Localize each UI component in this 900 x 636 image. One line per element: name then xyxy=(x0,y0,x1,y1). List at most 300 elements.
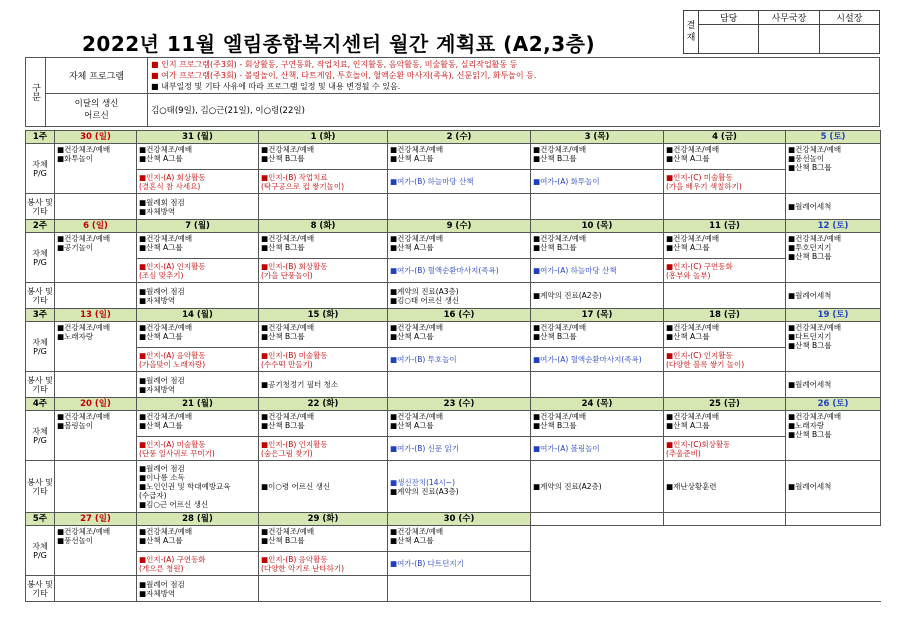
approval-sign-manager[interactable] xyxy=(759,25,819,54)
week-header-row xyxy=(26,309,881,322)
week-header-row xyxy=(26,513,881,526)
day-header: 7 (월) xyxy=(137,220,259,233)
approval-box xyxy=(683,10,880,54)
program-item: ■건강체조/예배 xyxy=(57,234,111,243)
day-header: 3 (목) xyxy=(531,131,664,144)
program-item: ■건강체조/예배 xyxy=(57,145,111,154)
service-row-label: 봉사 및 기타 xyxy=(26,576,55,602)
program-cell[interactable] xyxy=(55,526,137,576)
program-item: ■건강체조/예배 xyxy=(261,234,315,243)
service-row xyxy=(26,194,881,220)
program-item: ■노래자랑 xyxy=(57,332,94,341)
service-item: ■월례어세척 xyxy=(788,291,832,300)
legend-line-leisure: ■ 여가 프로그램(주3회) - 볼링놀이, 산책, 다트게임, 투호놀이, 혈액순환 마사지(족욕), 신문읽기, 화투놀이 등. xyxy=(151,71,537,80)
program-cell[interactable] xyxy=(531,322,664,348)
program-detail-cell[interactable] xyxy=(664,259,786,283)
legend-table xyxy=(25,57,880,127)
program-detail-cell[interactable] xyxy=(259,437,388,461)
day-header: 5 (토) xyxy=(786,131,881,144)
service-item: ■월례어 점검 xyxy=(139,286,185,296)
program-detail-item: ■인지-(A) 회상활동 xyxy=(139,172,206,182)
program-item: ■건강체조/예배 xyxy=(139,412,193,421)
day-header: 2 (수) xyxy=(388,131,531,144)
program-cell[interactable] xyxy=(664,144,786,170)
program-detail-item: ■여가-(A) 볼링놀이 xyxy=(533,444,600,453)
program-item: ■건강체조/예배 xyxy=(666,323,720,332)
program-item: ■건강체조/예배 xyxy=(788,145,842,154)
program-item: ■공기놀이 xyxy=(57,243,94,252)
program-row xyxy=(26,411,881,437)
program-cell[interactable] xyxy=(259,144,388,170)
program-detail-cell[interactable] xyxy=(137,170,259,194)
program-cell[interactable] xyxy=(388,526,531,552)
program-cell[interactable] xyxy=(55,144,137,194)
program-detail-item: ■여가-(B) 신문 읽기 xyxy=(390,444,460,453)
day-header: 24 (목) xyxy=(531,398,664,411)
service-item: ■자체방역 xyxy=(139,384,176,394)
service-item: ■자체방역 xyxy=(139,588,176,598)
program-item: ■산책 B그룹 xyxy=(533,154,577,163)
program-item: ■풍선놀이 xyxy=(57,536,94,545)
day-header: 19 (토) xyxy=(786,309,881,322)
service-item: ■이나룡 소독 xyxy=(139,473,185,482)
program-detail-item: (가을 단풍놀이) xyxy=(261,270,313,280)
program-detail-item: (게으른 청원) xyxy=(139,563,184,573)
approval-sign-staff[interactable] xyxy=(699,25,759,54)
service-row xyxy=(26,283,881,309)
program-item: ■산책 A그룹 xyxy=(390,332,434,341)
program-detail-cell[interactable] xyxy=(388,437,531,461)
week-label: 1주 xyxy=(26,131,55,144)
day-header: 28 (월) xyxy=(137,513,259,526)
program-detail-item: ■인지-(C) 인지활동 xyxy=(666,350,733,360)
week-label: 2주 xyxy=(26,220,55,233)
program-detail-item: ■여가-(B) 혈액순환마사지(족욕) xyxy=(390,266,499,275)
service-cell[interactable] xyxy=(55,283,137,309)
legend-line-cognitive: ■ 인지 프로그램(주3회) - 회상활동, 구연동화, 작업치료, 인지활동, 음악활동, 미술활동, 실리작업활동 등 xyxy=(151,60,518,69)
day-header: 10 (목) xyxy=(531,220,664,233)
program-row-label: 자체 P/G xyxy=(26,322,55,372)
program-item: ■산책 A그룹 xyxy=(139,421,183,430)
program-item: ■산책 B그룹 xyxy=(261,421,305,430)
program-item: ■산책 B그룹 xyxy=(788,163,832,172)
empty-day-header xyxy=(664,513,786,526)
day-header: 27 (일) xyxy=(55,513,137,526)
empty-day-header xyxy=(786,513,881,526)
day-header: 9 (수) xyxy=(388,220,531,233)
program-detail-cell[interactable] xyxy=(388,552,531,576)
program-detail-item: ■인지-(A) 음악활동 xyxy=(139,350,206,360)
day-header: 4 (금) xyxy=(664,131,786,144)
program-detail-item: ■여가-(B) 하늘마당 산책 xyxy=(390,177,474,186)
service-row xyxy=(26,461,881,513)
week-label: 3주 xyxy=(26,309,55,322)
program-cell[interactable] xyxy=(388,233,531,259)
program-item: ■산책 B그룹 xyxy=(261,154,305,163)
program-item: ■건강체조/예배 xyxy=(390,145,444,154)
program-item: ■건강체조/예배 xyxy=(57,412,111,421)
day-header: 1 (화) xyxy=(259,131,388,144)
service-cell[interactable] xyxy=(259,372,388,398)
day-header: 21 (월) xyxy=(137,398,259,411)
program-detail-row xyxy=(26,259,881,283)
service-item: ■월례어 점검 xyxy=(139,375,185,385)
program-cell[interactable] xyxy=(664,233,786,259)
program-detail-item: (결혼식 참 사세요) xyxy=(139,181,201,191)
program-detail-item: (추울준비) xyxy=(666,448,701,458)
service-cell[interactable] xyxy=(388,576,531,602)
legend-line-notice: ■ 내부일정 및 기타 사유에 따라 프로그램 일정 및 내용 변경될 수 있음. xyxy=(151,82,401,91)
empty-day-cell xyxy=(531,526,881,602)
service-item: ■월례어 점검 xyxy=(139,579,185,589)
service-item: ■생신잔치(14시~) xyxy=(390,477,455,487)
program-cell[interactable] xyxy=(137,144,259,170)
day-header: 29 (화) xyxy=(259,513,388,526)
program-detail-item: ■여가-(A) 혈액순환마사지(족욕) xyxy=(533,355,642,364)
service-item: ■공기청정기 필터 청소 xyxy=(261,380,339,389)
program-detail-item: ■인지-(C)회상활동 xyxy=(666,439,731,449)
program-item: ■노래자랑 xyxy=(788,421,825,430)
service-cell[interactable] xyxy=(55,461,137,513)
program-row xyxy=(26,526,881,552)
program-cell[interactable] xyxy=(137,322,259,348)
program-detail-item: ■여가-(A) 화투놀이 xyxy=(533,177,600,186)
service-item: ■월례어세척 xyxy=(788,380,832,389)
program-detail-cell[interactable] xyxy=(664,437,786,461)
program-item: ■건강체조/예배 xyxy=(666,412,720,421)
day-header: 16 (수) xyxy=(388,309,531,322)
program-detail-item: ■인지-(A) 미술활동 xyxy=(139,439,206,449)
program-cell[interactable] xyxy=(786,322,881,372)
legend-program-desc xyxy=(148,58,880,94)
service-cell[interactable] xyxy=(137,194,259,220)
program-item: ■산책 A그룹 xyxy=(139,154,183,163)
program-cell[interactable] xyxy=(259,322,388,348)
program-cell[interactable] xyxy=(786,411,881,461)
service-cell[interactable] xyxy=(388,194,531,220)
day-header: 20 (일) xyxy=(55,398,137,411)
program-item: ■건강체조/예배 xyxy=(390,234,444,243)
program-item: ■건강체조/예배 xyxy=(533,323,587,332)
service-cell[interactable] xyxy=(55,372,137,398)
program-row-label: 자체 P/G xyxy=(26,526,55,576)
program-detail-item: ■인지-(A) 인지활동 xyxy=(139,261,206,271)
program-detail-item: ■인지-(B) 미술활동 xyxy=(261,350,328,360)
program-item: ■산책 A그룹 xyxy=(666,332,710,341)
service-cell[interactable] xyxy=(531,461,664,513)
program-item: ■건강체조/예배 xyxy=(390,412,444,421)
program-detail-cell[interactable] xyxy=(259,552,388,576)
service-item: ■계약의 진료(A2층) xyxy=(533,482,602,491)
program-item: ■산책 B그룹 xyxy=(261,536,305,545)
program-cell[interactable] xyxy=(388,411,531,437)
service-cell[interactable] xyxy=(259,194,388,220)
service-cell[interactable] xyxy=(664,461,786,513)
program-item: ■건강체조/예배 xyxy=(139,323,193,332)
calendar-table xyxy=(25,130,881,602)
program-cell[interactable] xyxy=(259,233,388,259)
program-item: ■산책 A그룹 xyxy=(390,243,434,252)
program-item: ■건강체조/예배 xyxy=(666,145,720,154)
day-header: 8 (화) xyxy=(259,220,388,233)
program-item: ■산책 B그룹 xyxy=(261,243,305,252)
program-cell[interactable] xyxy=(55,322,137,372)
program-cell[interactable] xyxy=(786,144,881,194)
program-item: ■산책 B그룹 xyxy=(788,430,832,439)
service-item: ■계약의 진료(A3층) xyxy=(390,286,459,296)
day-header: 17 (목) xyxy=(531,309,664,322)
service-cell[interactable] xyxy=(259,461,388,513)
program-detail-cell[interactable] xyxy=(531,259,664,283)
program-item: ■산책 A그룹 xyxy=(390,421,434,430)
service-cell[interactable] xyxy=(259,576,388,602)
program-item: ■건강체조/예배 xyxy=(261,527,315,536)
service-item: ■이○령 어르신 생신 xyxy=(261,482,331,491)
program-item: ■산책 B그룹 xyxy=(261,332,305,341)
service-row-label: 봉사 및 기타 xyxy=(26,283,55,309)
service-cell[interactable] xyxy=(137,283,259,309)
program-detail-item: (조심 맞추기) xyxy=(139,270,184,280)
program-item: ■건강체조/예배 xyxy=(57,527,111,536)
service-cell[interactable] xyxy=(531,283,664,309)
program-detail-item: (탁구공으로 컵 쌓기놀이) xyxy=(261,181,345,191)
program-detail-cell[interactable] xyxy=(531,348,664,372)
program-item: ■산책 A그룹 xyxy=(139,332,183,341)
service-cell[interactable] xyxy=(786,372,881,398)
service-cell[interactable] xyxy=(388,283,531,309)
program-detail-item: ■인지-(B) 인지활동 xyxy=(261,439,328,449)
program-row xyxy=(26,233,881,259)
service-cell[interactable] xyxy=(388,372,531,398)
program-cell[interactable] xyxy=(388,322,531,348)
approval-col-staff: 담당 xyxy=(699,11,759,25)
approval-label: 결 재 xyxy=(684,11,699,54)
program-cell[interactable] xyxy=(531,144,664,170)
program-item: ■건강체조/예배 xyxy=(533,145,587,154)
program-row xyxy=(26,144,881,170)
program-detail-item: (다양한 블록 쌓기 놀이) xyxy=(666,359,745,369)
service-cell[interactable] xyxy=(531,372,664,398)
day-header: 30 (일) xyxy=(55,131,137,144)
program-item: ■볼링놀이 xyxy=(57,421,94,430)
program-detail-row xyxy=(26,437,881,461)
service-cell[interactable] xyxy=(786,194,881,220)
program-detail-cell[interactable] xyxy=(137,437,259,461)
program-item: ■산책 B그룹 xyxy=(533,243,577,252)
service-cell[interactable] xyxy=(55,194,137,220)
program-row-label: 자체 P/G xyxy=(26,144,55,194)
program-detail-item: (다양한 악기로 난타하기) xyxy=(261,563,345,573)
service-row-label: 봉사 및 기타 xyxy=(26,194,55,220)
program-item: ■건강체조/예배 xyxy=(261,323,315,332)
program-detail-item: ■인지-(C) 미술활동 xyxy=(666,172,733,182)
program-detail-item: (가을 배우기 색칠하기) xyxy=(666,181,742,191)
program-item: ■건강체조/예배 xyxy=(261,412,315,421)
program-cell[interactable] xyxy=(55,233,137,283)
program-detail-item: ■인지-(C) 구연동화 xyxy=(666,261,733,271)
approval-sign-director[interactable] xyxy=(819,25,879,54)
service-cell[interactable] xyxy=(137,372,259,398)
program-item: ■건강체조/예배 xyxy=(666,234,720,243)
service-item: ■계약의 진료(A2층) xyxy=(533,291,602,300)
program-item: ■산책 A그룹 xyxy=(390,154,434,163)
approval-col-manager: 사무국장 xyxy=(759,11,819,25)
program-cell[interactable] xyxy=(55,411,137,461)
day-header: 30 (수) xyxy=(388,513,531,526)
program-detail-item: (흥부와 놀부) xyxy=(666,270,711,280)
program-item: ■건강체조/예배 xyxy=(533,412,587,421)
day-header: 13 (일) xyxy=(55,309,137,322)
service-cell[interactable] xyxy=(259,283,388,309)
program-item: ■산책 A그룹 xyxy=(666,421,710,430)
legend-birthday-label: 이달의 생신 어르신 xyxy=(46,94,148,127)
service-item: ■자체방역 xyxy=(139,295,176,305)
program-detail-cell[interactable] xyxy=(259,259,388,283)
service-item: ■월례어세척 xyxy=(788,202,832,211)
legend-gubun: 구분 xyxy=(26,58,46,127)
program-detail-row xyxy=(26,348,881,372)
program-detail-cell[interactable] xyxy=(137,552,259,576)
program-row-label: 자체 P/G xyxy=(26,411,55,461)
program-item: ■산책 B그룹 xyxy=(788,341,832,350)
week-header-row xyxy=(26,220,881,233)
program-item: ■건강체조/예배 xyxy=(788,412,842,421)
program-cell[interactable] xyxy=(137,233,259,259)
program-item: ■화투놀이 xyxy=(57,154,94,163)
day-header: 11 (금) xyxy=(664,220,786,233)
service-cell[interactable] xyxy=(664,283,786,309)
program-detail-cell[interactable] xyxy=(137,348,259,372)
program-detail-item: ■인지-(B) 음악활동 xyxy=(261,554,328,564)
program-cell[interactable] xyxy=(259,526,388,552)
program-item: ■건강체조/예배 xyxy=(533,234,587,243)
day-header: 6 (일) xyxy=(55,220,137,233)
service-item: ■재난상황훈련 xyxy=(666,482,717,491)
service-cell[interactable] xyxy=(55,576,137,602)
program-item: ■건강체조/예배 xyxy=(788,234,842,243)
program-item: ■건강체조/예배 xyxy=(788,323,842,332)
program-cell[interactable] xyxy=(531,233,664,259)
program-detail-item: ■인지-(B) 회상활동 xyxy=(261,261,328,271)
service-item: ■김○근 어르신 생신 xyxy=(139,500,209,509)
service-cell[interactable] xyxy=(786,461,881,513)
program-detail-cell[interactable] xyxy=(664,348,786,372)
program-detail-cell[interactable] xyxy=(259,170,388,194)
day-header: 15 (화) xyxy=(259,309,388,322)
service-cell[interactable] xyxy=(786,283,881,309)
day-header: 26 (토) xyxy=(786,398,881,411)
program-detail-cell[interactable] xyxy=(259,348,388,372)
program-detail-cell[interactable] xyxy=(388,170,531,194)
program-item: ■건강체조/예배 xyxy=(390,527,444,536)
program-item: ■건강체조/예배 xyxy=(139,145,193,154)
service-cell[interactable] xyxy=(664,194,786,220)
program-cell[interactable] xyxy=(664,322,786,348)
day-header: 14 (월) xyxy=(137,309,259,322)
day-header: 12 (토) xyxy=(786,220,881,233)
service-cell[interactable] xyxy=(137,461,259,513)
empty-day-header xyxy=(531,513,664,526)
program-detail-cell[interactable] xyxy=(531,170,664,194)
program-detail-item: (수수떡 만들기) xyxy=(261,359,313,369)
legend-program-label: 자체 프로그램 xyxy=(46,58,148,94)
program-row-label: 자체 P/G xyxy=(26,233,55,283)
program-item: ■산책 A그룹 xyxy=(139,243,183,252)
service-item: ■노인인권 및 학대예방교육 xyxy=(139,482,231,491)
program-cell[interactable] xyxy=(786,233,881,283)
legend-birthday-text: 김○태(9일), 김○근(21일), 이○령(22일) xyxy=(148,94,880,127)
service-row-label: 봉사 및 기타 xyxy=(26,461,55,513)
service-item: ■김○태 어르신 생신 xyxy=(390,295,460,305)
program-detail-item: (단풍 일사귀로 꾸미기) xyxy=(139,448,215,458)
day-header: 23 (수) xyxy=(388,398,531,411)
week-header-row xyxy=(26,398,881,411)
approval-col-director: 시설장 xyxy=(819,11,879,25)
program-item: ■건강체조/예배 xyxy=(57,323,111,332)
program-detail-item: ■인지-(A) 구연동화 xyxy=(139,554,206,564)
week-label: 4주 xyxy=(26,398,55,411)
service-cell[interactable] xyxy=(137,576,259,602)
program-cell[interactable] xyxy=(137,411,259,437)
program-cell[interactable] xyxy=(388,144,531,170)
day-header: 22 (화) xyxy=(259,398,388,411)
program-item: ■산책 A그룹 xyxy=(139,536,183,545)
program-item: ■건강체조/예배 xyxy=(261,145,315,154)
program-item: ■산책 A그룹 xyxy=(390,536,434,545)
program-detail-item: ■인지-(B) 작업치료 xyxy=(261,172,328,182)
program-detail-cell[interactable] xyxy=(664,170,786,194)
program-cell[interactable] xyxy=(259,411,388,437)
service-cell[interactable] xyxy=(664,372,786,398)
program-cell[interactable] xyxy=(664,411,786,437)
service-cell[interactable] xyxy=(388,461,531,513)
program-item: ■다트던지기 xyxy=(788,332,832,341)
program-detail-cell[interactable] xyxy=(388,259,531,283)
service-item: ■월례어세척 xyxy=(788,482,832,491)
service-item: ■자체방역 xyxy=(139,206,176,216)
program-detail-cell[interactable] xyxy=(388,348,531,372)
service-item: ■월례회 점검 xyxy=(139,197,185,207)
program-item: ■산책 A그룹 xyxy=(666,154,710,163)
program-item: ■건강체조/예배 xyxy=(139,527,193,536)
week-label: 5주 xyxy=(26,513,55,526)
program-detail-row xyxy=(26,170,881,194)
service-row-label: 봉사 및 기타 xyxy=(26,372,55,398)
program-item: ■건강체조/예배 xyxy=(390,323,444,332)
program-detail-cell[interactable] xyxy=(531,437,664,461)
program-item: ■산책 B그룹 xyxy=(533,332,577,341)
day-header: 18 (금) xyxy=(664,309,786,322)
program-cell[interactable] xyxy=(531,411,664,437)
program-detail-item: ■여가-(B) 투호놀이 xyxy=(390,355,457,364)
program-item: ■풍선놀이 xyxy=(788,154,825,163)
service-cell[interactable] xyxy=(531,194,664,220)
program-detail-cell[interactable] xyxy=(137,259,259,283)
program-item: ■산책 B그룹 xyxy=(533,421,577,430)
page-title: 2022년 11월 엘림종합복지센터 월간 계획표 (A2,3층) xyxy=(82,32,596,56)
week-header-row xyxy=(26,131,881,144)
program-detail-item: (가을맞이 노래자랑) xyxy=(139,359,206,369)
day-header: 31 (월) xyxy=(137,131,259,144)
service-row xyxy=(26,372,881,398)
program-item: ■산책 B그룹 xyxy=(788,252,832,261)
program-cell[interactable] xyxy=(137,526,259,552)
program-item: ■산책 A그룹 xyxy=(666,243,710,252)
program-item: ■건강체조/예배 xyxy=(139,234,193,243)
service-item: ■월례어 점검 xyxy=(139,464,185,473)
service-item: ■계약의 진료(A3층) xyxy=(390,486,459,496)
program-item: ■투호던지기 xyxy=(788,243,832,252)
